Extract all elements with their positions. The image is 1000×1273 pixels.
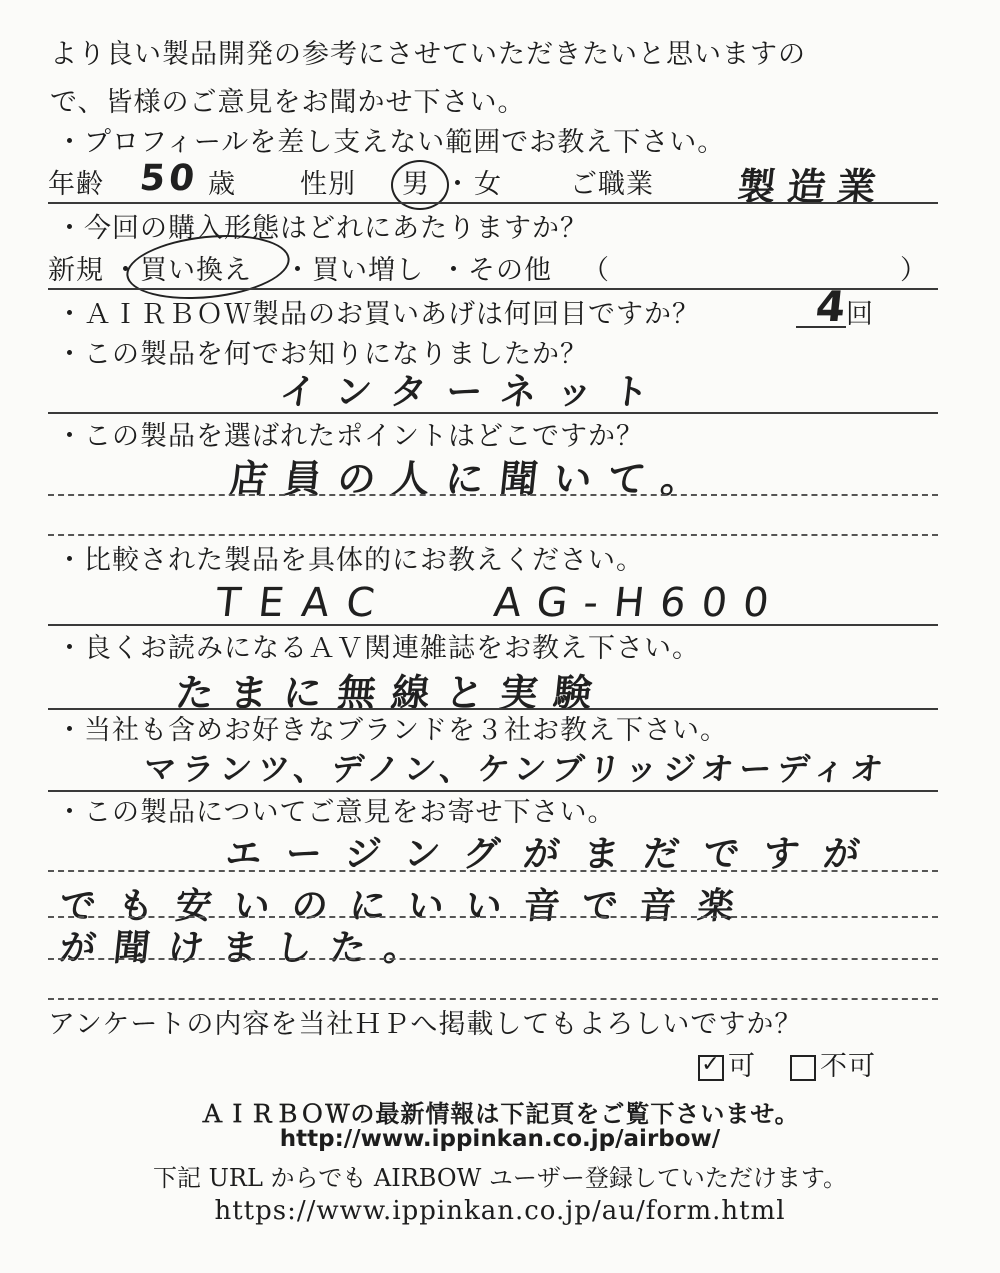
purchase-opt-add: 買い増し	[312, 255, 424, 286]
purchase-sep: ・	[284, 255, 312, 286]
intro-line-2: で、皆様のご意見をお聞かせ下さい。	[50, 87, 526, 118]
purchase-type-question: ・今回の購入形態はどれにあたりますか？	[56, 213, 588, 244]
purchase-count-answer: 4	[813, 282, 848, 331]
check-icon: ✓	[701, 1051, 721, 1077]
how-known-question: ・この製品を何でお知りになりましたか？	[56, 339, 588, 370]
rule	[48, 288, 938, 290]
purchase-opt-other: その他	[468, 255, 552, 286]
compared-question: ・比較された製品を具体的にお教えください。	[56, 545, 644, 576]
gender-sep: ・	[444, 169, 472, 200]
dashed-rule	[48, 534, 938, 536]
consent-ok-label: 可	[728, 1051, 756, 1082]
brands-question: ・当社も含めお好きなブランドを３社お教え下さい。	[56, 715, 728, 746]
opinion-question: ・この製品についてご意見をお寄せ下さい。	[56, 797, 616, 828]
dashed-rule	[48, 870, 938, 872]
gender-female: 女	[474, 169, 502, 200]
dashed-rule	[48, 998, 938, 1000]
consent-ok-checkbox[interactable]	[698, 1051, 724, 1081]
age-label: 年齢	[48, 169, 104, 200]
gender-label: 性別	[300, 169, 356, 200]
consent-question: アンケートの内容を当社ＨＰへ掲載してもよろしいですか？	[48, 1009, 803, 1040]
footer-register-text: 下記 URL からでも AIRBOW ユーザー登録していただけます。	[153, 1164, 847, 1192]
dashed-rule	[48, 916, 938, 918]
dashed-rule	[48, 958, 938, 960]
consent-ok[interactable]	[698, 1050, 756, 1084]
footer-url-2[interactable]: https://www.ippinkan.co.jp/au/form.html	[214, 1196, 786, 1226]
occupation-label: ご職業	[570, 169, 654, 200]
paren-open: （	[582, 255, 610, 286]
profile-question: ・プロフィールを差し支えない範囲でお教え下さい。	[56, 127, 726, 158]
purchase-opt-replace: 買い換え	[140, 255, 252, 286]
dashed-rule	[48, 494, 938, 496]
choice-point-question: ・この製品を選ばれたポイントはどこですか？	[56, 421, 644, 452]
magazine-question: ・良くお読みになるＡＶ関連雑誌をお教え下さい。	[56, 633, 700, 664]
consent-ng-checkbox[interactable]	[790, 1055, 816, 1081]
purchase-count-unit: 回	[846, 299, 874, 330]
footer-url-1[interactable]: http://www.ippinkan.co.jp/airbow/	[279, 1126, 721, 1152]
choice-point-answer: 店員の人に聞いて。	[227, 457, 718, 501]
how-known-answer: インターネット	[277, 372, 671, 413]
opinion-line-2: でも安いのにいい音で音楽	[57, 886, 758, 927]
gender-male: 男	[402, 169, 430, 200]
purchase-opt-new: 新規	[48, 255, 104, 286]
brands-answer: マランツ、デノン、ケンブリッジオーディオ	[141, 750, 891, 788]
rule	[48, 790, 938, 792]
rule	[48, 202, 938, 204]
occupation-value: 製造業	[735, 165, 890, 209]
age-value: 50	[137, 158, 201, 199]
opinion-line-1: エージングがまだですが	[223, 834, 886, 875]
purchase-count-question: ・ＡＩＲＢＯＷ製品のお買いあげは何回目ですか？	[56, 299, 700, 330]
consent-ng[interactable]	[790, 1050, 876, 1084]
footer-notice: ＡＩＲＢＯＷの最新情報は下記頁をご覧下さいませ。	[200, 1100, 800, 1128]
paren-close: ）	[900, 255, 928, 286]
magazine-answer: たまに無線と実験	[173, 671, 610, 715]
purchase-sep: ・	[112, 255, 140, 286]
consent-ng-label: 不可	[820, 1051, 876, 1082]
opinion-line-3: が聞けました。	[57, 928, 440, 969]
rule	[48, 412, 938, 414]
answer-underline	[796, 326, 846, 328]
rule	[48, 624, 938, 626]
intro-line-1: より良い製品開発の参考にさせていただきたいと思いますの	[50, 39, 806, 70]
rule	[48, 708, 938, 710]
compared-answer-1: TEAC	[213, 580, 395, 626]
compared-answer-2: AG-H600	[491, 580, 787, 626]
age-unit: 歳	[208, 169, 236, 200]
purchase-sep: ・	[440, 255, 468, 286]
